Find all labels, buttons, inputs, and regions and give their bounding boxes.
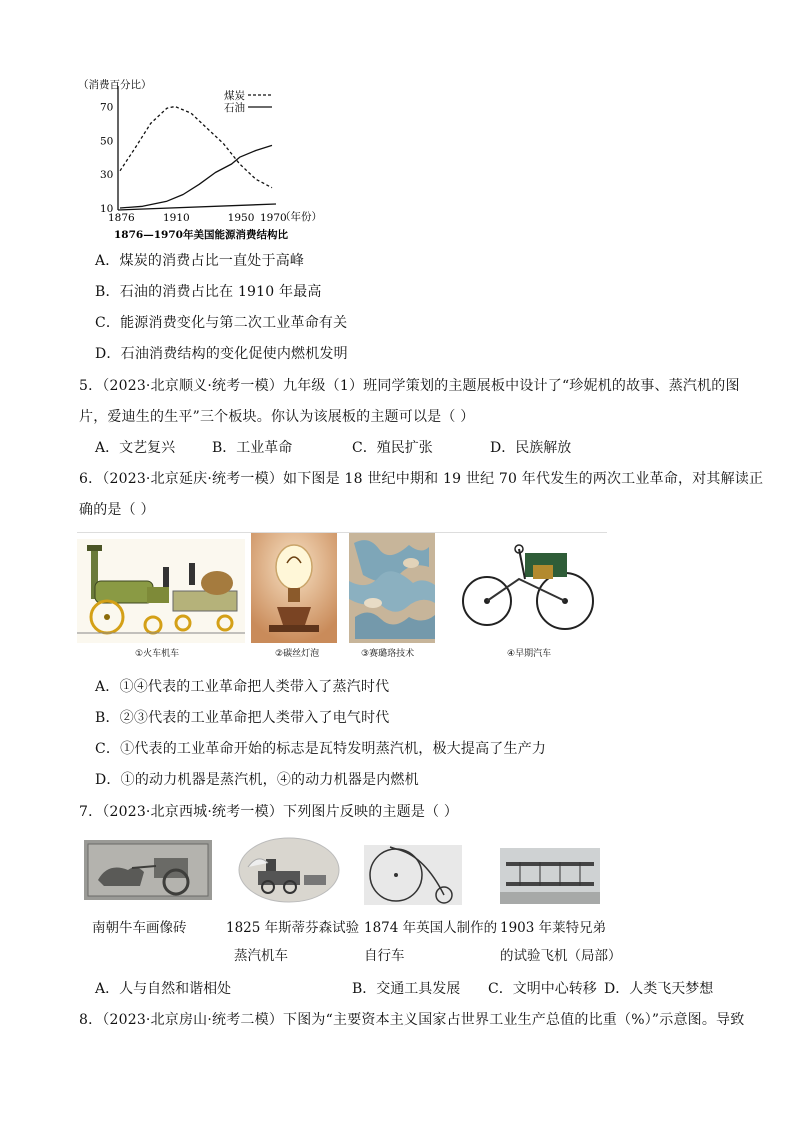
- q7-caption-locomotive-line2: 蒸汽机车: [234, 948, 288, 964]
- q6-caption-celluloid: ③赛璐珞技术: [361, 649, 415, 659]
- q7-option-d[interactable]: D．人类飞天梦想: [604, 981, 714, 997]
- x-tick-label: 1970: [260, 212, 287, 224]
- penny-farthing-bicycle-image: [364, 845, 462, 905]
- y-tick-label: 50: [100, 135, 114, 148]
- q7-caption-plane-line2: 的试验飞机（局部）: [500, 948, 622, 964]
- q7-caption-plane-line1: 1903 年莱特兄弟: [500, 920, 607, 936]
- early-automobile-image: [459, 539, 599, 643]
- q6-stem-line2: 确的是（ ）: [79, 502, 155, 518]
- q6-option-d[interactable]: D．①的动力机器是蒸汽机，④的动力机器是内燃机: [95, 772, 419, 788]
- y-tick-label: 70: [100, 101, 114, 114]
- oil-series-line: [120, 145, 272, 208]
- q7-caption-bicycle-line1: 1874 年英国人制作的: [364, 920, 498, 936]
- q5-stem-line1: 5．（2023·北京顺义·统考一模）九年级（1）班同学策划的主题展板中设计了“珍妮机的故事、蒸汽机的图: [79, 378, 740, 394]
- q6-option-c[interactable]: C．①代表的工业革命开始的标志是瓦特发明蒸汽机，极大提高了生产力: [95, 741, 547, 757]
- carbon-filament-bulb-image: [251, 533, 337, 643]
- q7-caption-bicycle-line2: 自行车: [364, 948, 405, 964]
- chart-axes: [118, 86, 276, 210]
- q7-option-b[interactable]: B．交通工具发展: [352, 981, 461, 997]
- x-unit-label: （年份）: [280, 211, 322, 223]
- q5-option-a[interactable]: A．文艺复兴: [95, 440, 176, 456]
- q4-option-c[interactable]: C．能源消费变化与第二次工业革命有关: [95, 315, 348, 331]
- y-unit-label: （消费百分比）: [78, 79, 152, 91]
- q7-caption-locomotive-line1: 1825 年斯蒂芬森试验: [226, 920, 360, 936]
- q6-option-a[interactable]: A．①④代表的工业革命把人类带入了蒸汽时代: [95, 679, 390, 695]
- ox-cart-brick-image: [84, 840, 212, 900]
- q5-stem-line2: 片，爱迪生的生平”三个板块。你认为该展板的主题可以是（ ）: [79, 409, 475, 425]
- q8-stem-line1: 8．（2023·北京房山·统考二模）下图为“主要资本主义国家占世界工业生产总值的比重（%）”示意图。导致: [79, 1012, 745, 1028]
- q4-option-b[interactable]: B．石油的消费占比在 1910 年最高: [95, 284, 322, 300]
- coal-series-line: [120, 107, 272, 188]
- wright-flyer-image: [500, 848, 600, 904]
- q4-option-d[interactable]: D．石油消费结构的变化促使内燃机发明: [95, 346, 348, 362]
- celluloid-texture-image: [349, 533, 435, 643]
- legend-coal-label: 煤炭: [224, 90, 245, 102]
- legend-oil-label: 石油: [224, 102, 245, 114]
- y-tick-label: 30: [100, 169, 114, 182]
- q6-option-b[interactable]: B．②③代表的工业革命把人类带入了电气时代: [95, 710, 390, 726]
- q7-option-c[interactable]: C．文明中心转移: [488, 981, 597, 997]
- q7-stem: 7．（2023·北京西城·统考一模）下列图片反映的主题是（ ）: [79, 804, 459, 820]
- q6-caption-locomotive: ①火车机车: [135, 649, 180, 659]
- q5-option-c[interactable]: C．殖民扩张: [352, 440, 433, 456]
- locomotive-image: [77, 539, 245, 643]
- q5-option-b[interactable]: B．工业革命: [212, 440, 293, 456]
- q7-caption-ox-cart: 南朝牛车画像砖: [92, 920, 187, 936]
- energy-consumption-chart: [76, 74, 336, 244]
- q6-caption-bulb: ②碳丝灯泡: [275, 649, 320, 659]
- q4-option-a[interactable]: A．煤炭的消费占比一直处于高峰: [95, 253, 305, 269]
- chart-caption: 1876—1970年美国能源消费结构比: [114, 229, 288, 241]
- steam-locomotive-trial-image: [238, 837, 340, 903]
- q6-picture-strip: [77, 532, 607, 663]
- x-tick-label: 1950: [227, 212, 255, 224]
- x-tick-label: 1910: [162, 212, 190, 224]
- q6-stem-line1: 6．（2023·北京延庆·统考一模）如下图是 18 世纪中期和 19 世纪 70 年代发生的两次工业革命，对其解读正: [79, 471, 764, 487]
- q5-option-d[interactable]: D．民族解放: [490, 440, 572, 456]
- x-tick-label: 1876: [108, 212, 135, 224]
- q6-caption-car: ④早期汽车: [507, 649, 552, 659]
- q7-option-a[interactable]: A．人与自然和谐相处: [95, 981, 232, 997]
- y-tick-label: 10: [100, 203, 114, 215]
